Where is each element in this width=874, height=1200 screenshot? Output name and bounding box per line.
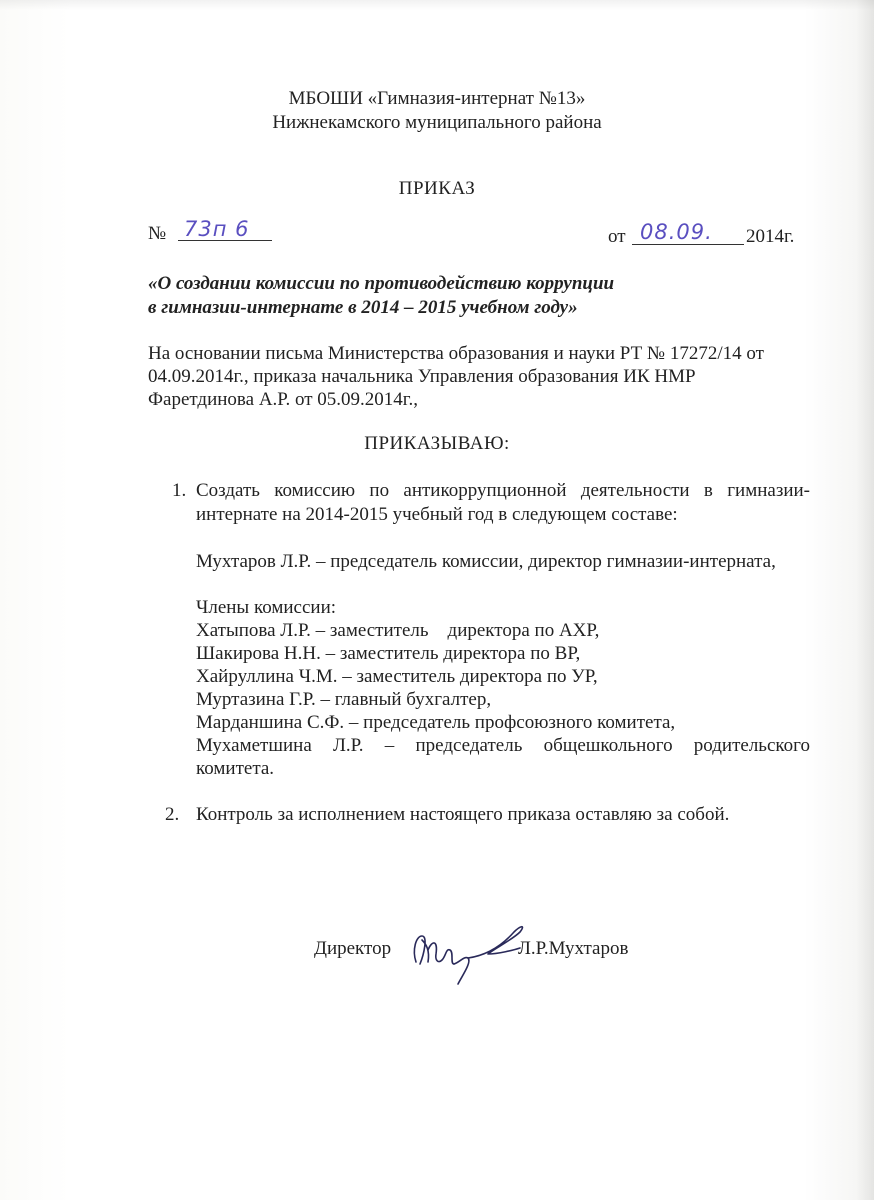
member-4: Муртазина Г.Р. – главный бухгалтер, [196, 689, 492, 710]
decree-heading: ПРИКАЗЫВАЮ: [364, 433, 510, 454]
order-subject-line1: «О создании комиссии по противодействию коррупции [148, 273, 615, 294]
signatory-name: Л.Р.Мухтаров [518, 938, 629, 959]
order-date-year: 2014г. [746, 226, 795, 247]
page-shadow-top [0, 0, 874, 10]
order-number-label: № [148, 223, 167, 244]
member-6-continuation: комитета. [196, 758, 275, 779]
signatory-title: Директор [314, 938, 392, 959]
commission-chair: Мухтаров Л.Р. – председатель комиссии, директор гимназии-интерната, [196, 551, 776, 572]
item-1-line2: интернате на 2014-2015 учебный год в следующем составе: [196, 504, 678, 525]
org-district: Нижнекамского муниципального района [272, 112, 602, 133]
item-1-line1: Создать комиссию по антикоррупционной деятельности в гимназии- [196, 480, 810, 501]
order-subject-line2: в гимназии-интернате в 2014 – 2015 учебном году» [148, 297, 578, 318]
document-title: ПРИКАЗ [398, 178, 476, 199]
member-3: Хайруллина Ч.М. – заместитель директора по УР, [196, 666, 598, 687]
item-2-text: Контроль за исполнением настоящего приказа оставляю за собой. [196, 804, 730, 825]
member-2: Шакирова Н.Н. – заместитель директора по ВР, [196, 643, 581, 664]
order-number-handwritten: 73п 6 [184, 217, 250, 241]
order-date-prefix: от [608, 226, 626, 247]
basis-line3: Фаретдинова А.Р. от 05.09.2014г., [148, 389, 418, 410]
members-label: Члены комиссии: [196, 597, 337, 618]
org-name: МБОШИ «Гимназия-интернат №13» [288, 88, 586, 109]
member-6: Мухаметшина Л.Р. – председатель общешкольного родительского [196, 735, 810, 756]
item-2-number: 2. [165, 804, 180, 825]
member-1: Хатыпова Л.Р. – заместитель директора по АХР, [196, 620, 600, 641]
item-1-number: 1. [172, 480, 187, 501]
order-date-handwritten: 08.09. [640, 220, 713, 244]
basis-line1: На основании письма Министерства образования и науки РТ № 17272/14 от [148, 343, 764, 364]
basis-line2: 04.09.2014г., приказа начальника Управления образования ИК НМР [148, 366, 696, 387]
member-5: Марданшина С.Ф. – председатель профсоюзного комитета, [196, 712, 676, 733]
